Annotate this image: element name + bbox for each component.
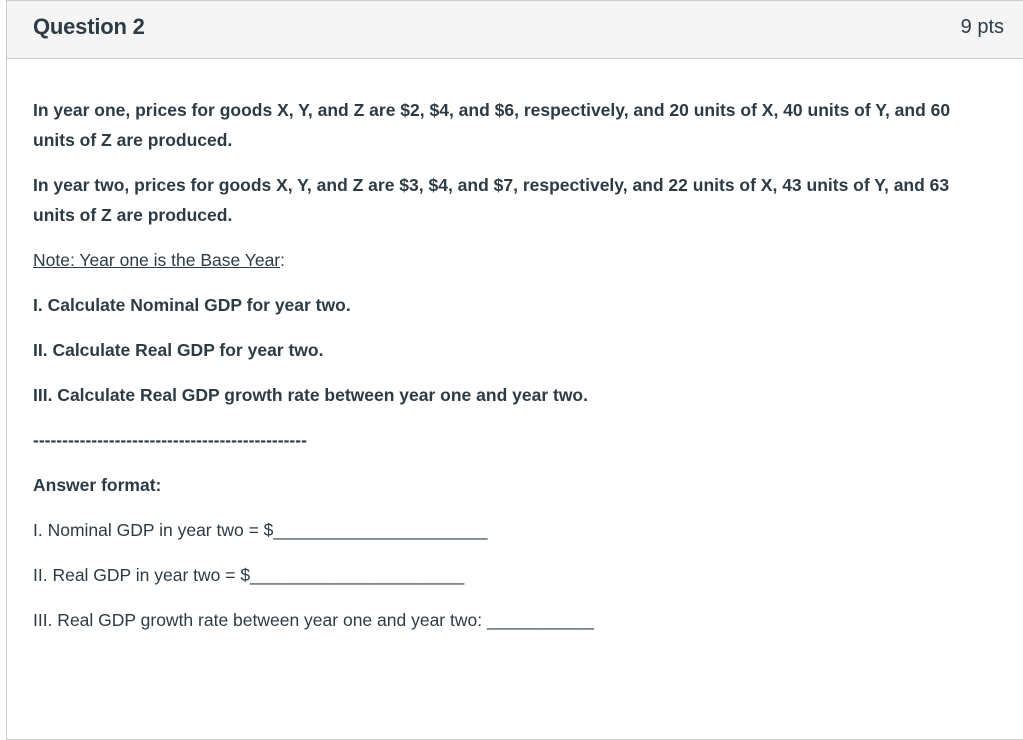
base-year-note (33, 245, 993, 275)
question-header (7, 1, 1023, 59)
question-card (6, 0, 1023, 740)
answer-nominal-gdp-blank: ______________________ (273, 520, 488, 540)
question-body (33, 95, 993, 650)
base-year-note-colon: : (280, 250, 286, 270)
answer-growth-rate-prefix: III. Real GDP growth rate between year one and year two: (33, 610, 483, 630)
question-points: 9 pts (960, 16, 1004, 38)
answer-line-growth-rate (33, 605, 993, 635)
task-nominal-gdp: I. Calculate Nominal GDP for year two. (33, 295, 351, 315)
answer-growth-rate-blank: ___________ (486, 610, 595, 630)
answer-nominal-gdp-prefix: I. Nominal GDP in year two = $ (33, 520, 274, 540)
question-title: Question 2 (33, 14, 145, 39)
task-growth-rate: III. Calculate Real GDP growth rate between year one and year two. (33, 385, 588, 405)
answer-real-gdp-blank: ______________________ (250, 565, 465, 585)
answer-real-gdp-prefix: II. Real GDP in year two = $ (33, 565, 251, 585)
separator-line: ----------------------------------------------- (33, 430, 307, 450)
answer-format-label: Answer format: (33, 475, 162, 495)
answer-line-nominal-gdp (33, 515, 993, 545)
task-real-gdp: II. Calculate Real GDP for year two. (33, 340, 324, 360)
question-text-year-one: In year one, prices for goods X, Y, and Z are $2, $4, and $6, respectively, and 20 units of X, 40 units of Y, and 60 units of Z are produced. (33, 100, 951, 150)
answer-line-real-gdp (33, 560, 993, 590)
question-text-year-two: In year two, prices for goods X, Y, and Z are $3, $4, and $7, respectively, and 22 units of X, 43 units of Y, and 63 units of Z are produced. (33, 175, 950, 225)
base-year-note-text: Note: Year one is the Base Year (33, 250, 281, 270)
